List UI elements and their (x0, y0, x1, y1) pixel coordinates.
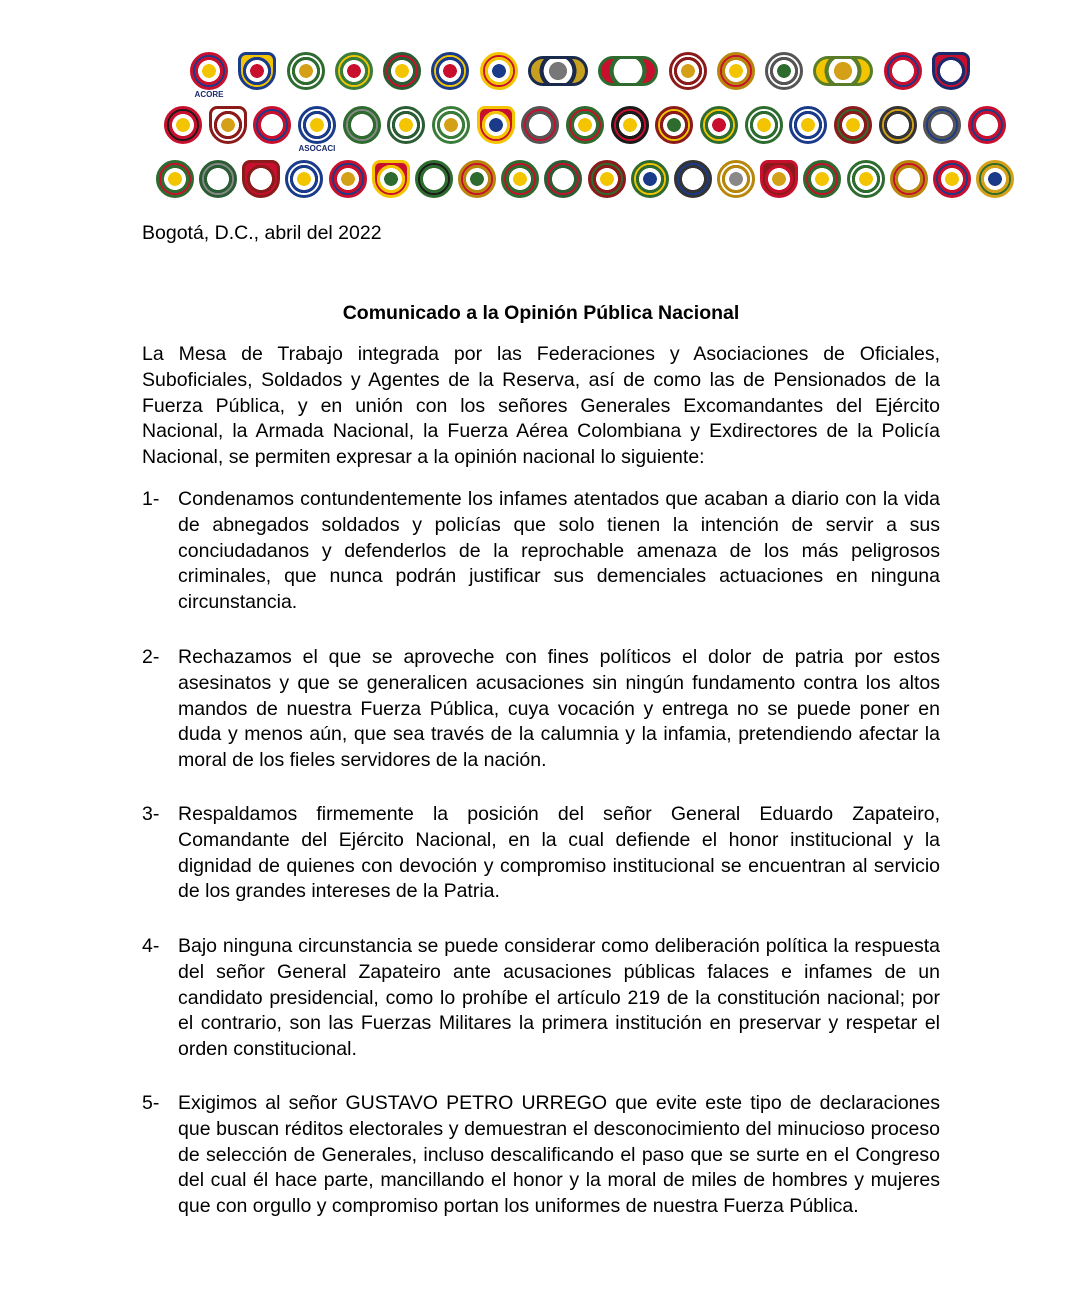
item-number: 3- (142, 803, 160, 825)
logo-row-2 (164, 100, 1006, 153)
emblem-label: ACORE (194, 90, 224, 99)
item-number: 2- (142, 646, 160, 668)
cosipol-emblem-icon (745, 106, 783, 144)
green-round-emblem-icon (566, 106, 604, 144)
grey-round-emblem-icon (923, 106, 961, 144)
item-text: Bajo ninguna circunstancia se puede considerar como deliberación política la respuesta del señor General Zapateiro ante acusaciones públicas falaces e infames de un candidato presidencial, como lo prohíbe el artículo 219 de la constitución nacional; por el contrario, son las Fuerzas Militares la primera institución en preservar y respetar el orden constitucional. (178, 935, 940, 1061)
list-item (142, 934, 940, 1063)
logo-row-1 (190, 45, 970, 97)
green-round-emblem-icon (387, 106, 425, 144)
blue-shield-emblem-icon (932, 52, 970, 90)
list-item (142, 802, 940, 905)
list-item (142, 487, 940, 616)
crest-emblem-icon (717, 160, 755, 198)
green-round-emblem-icon (700, 106, 738, 144)
item-text: Exigimos al señor GUSTAVO PETRO URREGO que evite este tipo de declaraciones que buscan réditos electorales y demuestran el desconocimiento del minucioso proceso de selección de Generales, incluso descalificando el paso que se surte en el Congreso del cual él hace parte, mancillando el honor y la moral de miles de hombres y mujeres que con orgullo y compromiso portan los uniformes de nuestra Fuerza Pública. (178, 1092, 940, 1218)
red-round-emblem-icon (884, 52, 922, 90)
red-round-emblem-icon (253, 106, 291, 144)
document-title: Comunicado a la Opinión Pública Nacional (342, 302, 740, 324)
green-round-emblem-icon (343, 106, 381, 144)
logo-row-3 (156, 154, 1014, 204)
banner-emblem-icon (598, 56, 658, 86)
yellow-shield-emblem-icon (372, 160, 410, 198)
green-round-emblem-icon (415, 160, 453, 198)
item-number: 4- (142, 935, 160, 957)
blue-shield-emblem-icon (238, 52, 276, 90)
intro-paragraph: La Mesa de Trabajo integrada por las Federaciones y Asociaciones de Oficiales, Suboficiales, Soldados y Agentes de la Reserva, así de como las de Pensionados de la Fuerza Pública, y en unión con los señores Generales Excomandantes del Ejército Nacional, la Armada Nacional, la Fuerza Aérea Colombiana y Exdirectores de la Policía Nacional, se permiten expresar a la opinión nacional lo siguiente: (142, 343, 940, 469)
yellow-shield-emblem-icon (477, 106, 515, 144)
green-round-emblem-icon (544, 160, 582, 198)
red-shield-emblem-icon (209, 106, 247, 144)
wings-emblem-icon (813, 56, 873, 86)
green-round-emblem-icon (156, 160, 194, 198)
green-round-emblem-icon (335, 52, 373, 90)
red-round-emblem-icon (655, 106, 693, 144)
list-item (142, 645, 940, 774)
gold-round-emblem-icon (890, 160, 928, 198)
crossed-swords-emblem-icon (329, 160, 367, 198)
star-emblem-icon (431, 52, 469, 90)
red-shield-emblem-icon (242, 160, 280, 198)
item-text: Condenamos contundentemente los infames atentados que acaban a diario con la vida de abnegados soldados y policías que solo tienen la intención de servir a sus conciudadanos y defenderlos de la reprochable amenaza de los más peligrosos criminales, que nunca podrán justificar sus demenciales actuaciones en ninguna circunstancia. (178, 488, 940, 614)
horse-emblem-icon (521, 106, 559, 144)
red-round-emblem-icon (669, 52, 707, 90)
list-item (142, 1091, 940, 1220)
item-text: Rechazamos el que se aproveche con fines políticos el dolor de patria por estos asesinatos y que se generalicen acusaciones sin ningún fundamento contra los altos mandos de nuestra Fuerza Pública, cuya vocación y entrega no se puede poner en duda y menos aún, que sea través de la calumnia y la infamia, pretendiendo afectar la moral de los fieles servidores de la nación. (178, 646, 940, 772)
item-number: 5- (142, 1092, 160, 1114)
heart-emblem-icon (803, 160, 841, 198)
tricolor-emblem-icon (933, 160, 971, 198)
target-emblem-icon (501, 160, 539, 198)
tricolor-emblem-icon (631, 160, 669, 198)
blue-round-emblem-icon (789, 106, 827, 144)
red-round-emblem-icon (588, 160, 626, 198)
grey-round-emblem-icon (765, 52, 803, 90)
eagle-wings-emblem-icon (528, 56, 588, 86)
gold-round-emblem-icon (458, 160, 496, 198)
green-round-emblem-icon (432, 106, 470, 144)
gold-round-emblem-icon (717, 52, 755, 90)
item-text: Respaldamos firmemente la posición del señor General Eduardo Zapateiro, Comandante del Ejército Nacional, en la cual defiende el honor institucional y la dignidad de quienes con devoción y compromiso institucional se encuentran al servicio de los grandes intereses de la Patria. (178, 803, 940, 903)
green-round-emblem-icon (847, 160, 885, 198)
grey-round-emblem-icon (674, 160, 712, 198)
green-round-emblem-icon (199, 160, 237, 198)
grey-round-emblem-icon (879, 106, 917, 144)
asocaci-emblem-icon (298, 106, 336, 153)
association-logos-banner (150, 40, 1020, 205)
gold-round-emblem-icon (976, 160, 1014, 198)
green-round-emblem-icon (383, 52, 421, 90)
red-round-emblem-icon (164, 106, 202, 144)
acore-emblem-icon (190, 52, 228, 99)
green-round-emblem-icon (287, 52, 325, 90)
red-round-emblem-icon (834, 106, 872, 144)
item-number: 1- (142, 488, 160, 510)
red-shield-emblem-icon (760, 160, 798, 198)
emblem-label: ASOCACI (298, 144, 336, 153)
red-round-emblem-icon (968, 106, 1006, 144)
star-emblem-icon (611, 106, 649, 144)
document-date: Bogotá, D.C., abril del 2022 (142, 222, 382, 244)
blue-round-emblem-icon (285, 160, 323, 198)
triangle-emblem-icon (480, 52, 518, 90)
